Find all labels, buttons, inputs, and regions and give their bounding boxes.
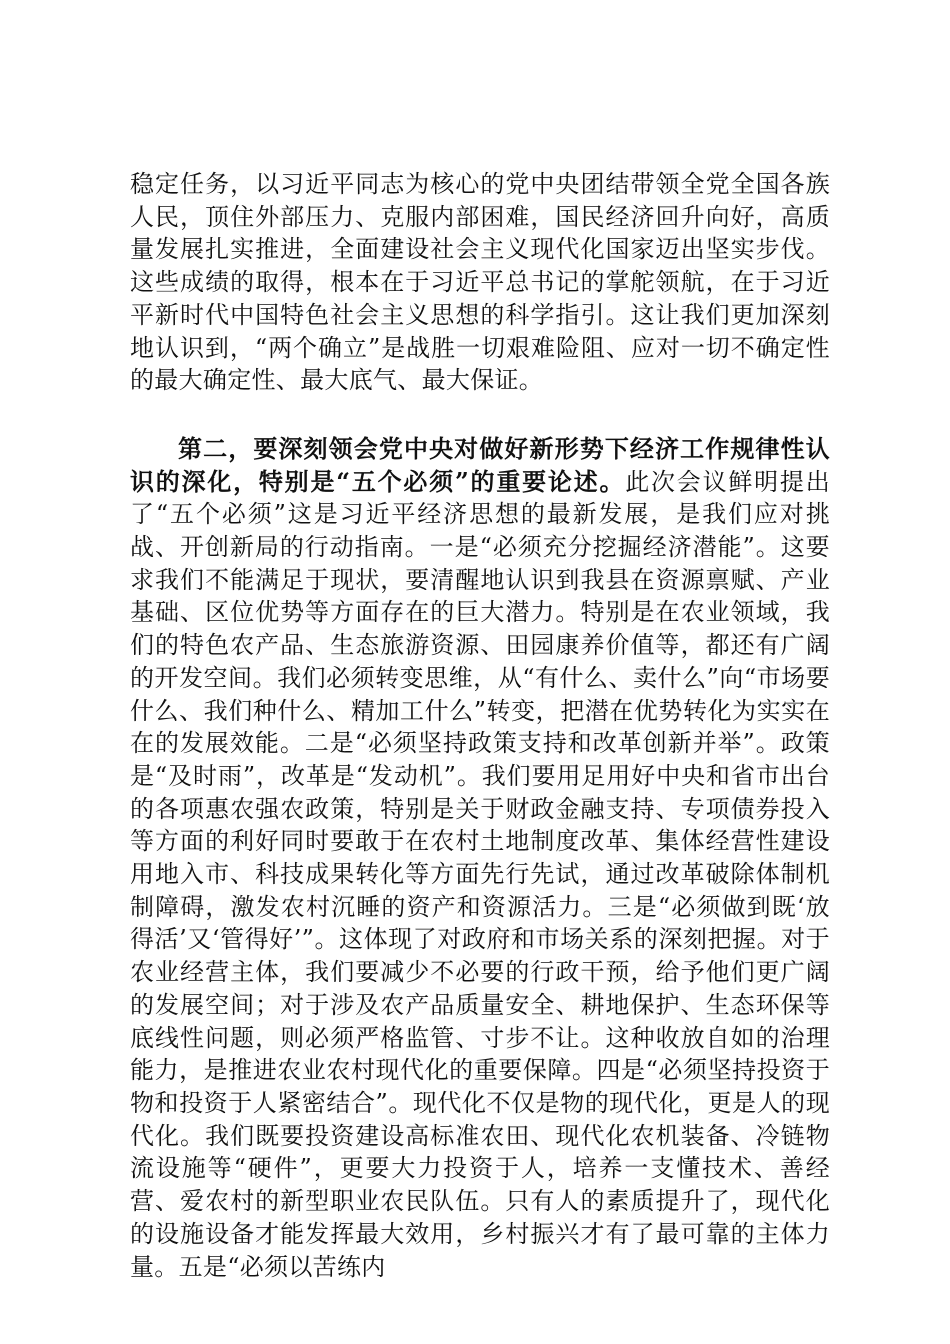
- paragraph-text: 稳定任务，以习近平同志为核心的党中央团结带领全党全国各族人民，顶住外部压力、克服内部困难，国民经济回升向好，高质量发展扎实推进，全面建设社会主义现代化国家迈出坚实步伐。这些成绩的取得，根本在于习近平总书记的掌舵领航，在于习近平新时代中国特色社会主义思想的科学指引。这让我们更加深刻地认识到，“两个确立”是战胜一切艰难险阻、应对一切不确定性的最大确定性、最大底气、最大保证。: [130, 170, 830, 395]
- paragraph-bold-heading: 第二，要深刻领会党中央对做好新形势下经济工作规律性认识的深化，特别是“五个必须”的重要论述。: [130, 433, 830, 496]
- document-page: [130, 168, 830, 1283]
- paragraph-continued: [130, 168, 830, 397]
- paragraph-second-point: [130, 433, 830, 1283]
- paragraph-text: 此次会议鲜明提出了“五个必须”这是习近平经济思想的最新发展，是我们应对挑战、开创新局的行动指南。一是“必须充分挖掘经济潜能”。这要求我们不能满足于现状，要清醒地认识到我县在资源禀赋、产业基础、区位优势等方面存在的巨大潜力。特别是在农业领域，我们的特色农产品、生态旅游资源、田园康养价值等，都还有广阔的开发空间。我们必须转变思维，从“有什么、卖什么”向“市场要什么、我们种什么、精加工什么”转变，把潜在优势转化为实实在在的发展效能。二是“必须坚持政策支持和改革创新并举”。政策是“及时雨”，改革是“发动机”。我们要用足用好中央和省市出台的各项惠农强农政策，特别是关于财政金融支持、专项债券投入等方面的利好同时要敢于在农村土地制度改革、集体经营性建设用地入市、科技成果转化等方面先行先试，通过改革破除体制机制障碍，激发农村沉睡的资产和资源活力。三是“必须做到既‘放得活’又‘管得好’”。这体现了对政府和市场关系的深刻把握。对于农业经营主体，我们要减少不必要的行政干预，给予他们更广阔的发展空间；对于涉及农产品质量安全、耕地保护、生态环保等底线性问题，则必须严格监管、寸步不让。这种收放自如的治理能力，是推进农业农村现代化的重要保障。四是“必须坚持投资于物和投资于人紧密结合”。现代化不仅是物的现代化，更是人的现代化。我们既要投资建设高标准农田、现代化农机装备、冷链物流设施等“硬件”，更要大力投资于人，培养一支懂技术、善经营、爱农村的新型职业农民队伍。只有人的素质提升了，现代化的设施设备才能发挥最大效用，乡村振兴才有了最可靠的主体力量。五是“必须以苦练内: [130, 467, 831, 1281]
- paragraph-gap: [130, 397, 830, 433]
